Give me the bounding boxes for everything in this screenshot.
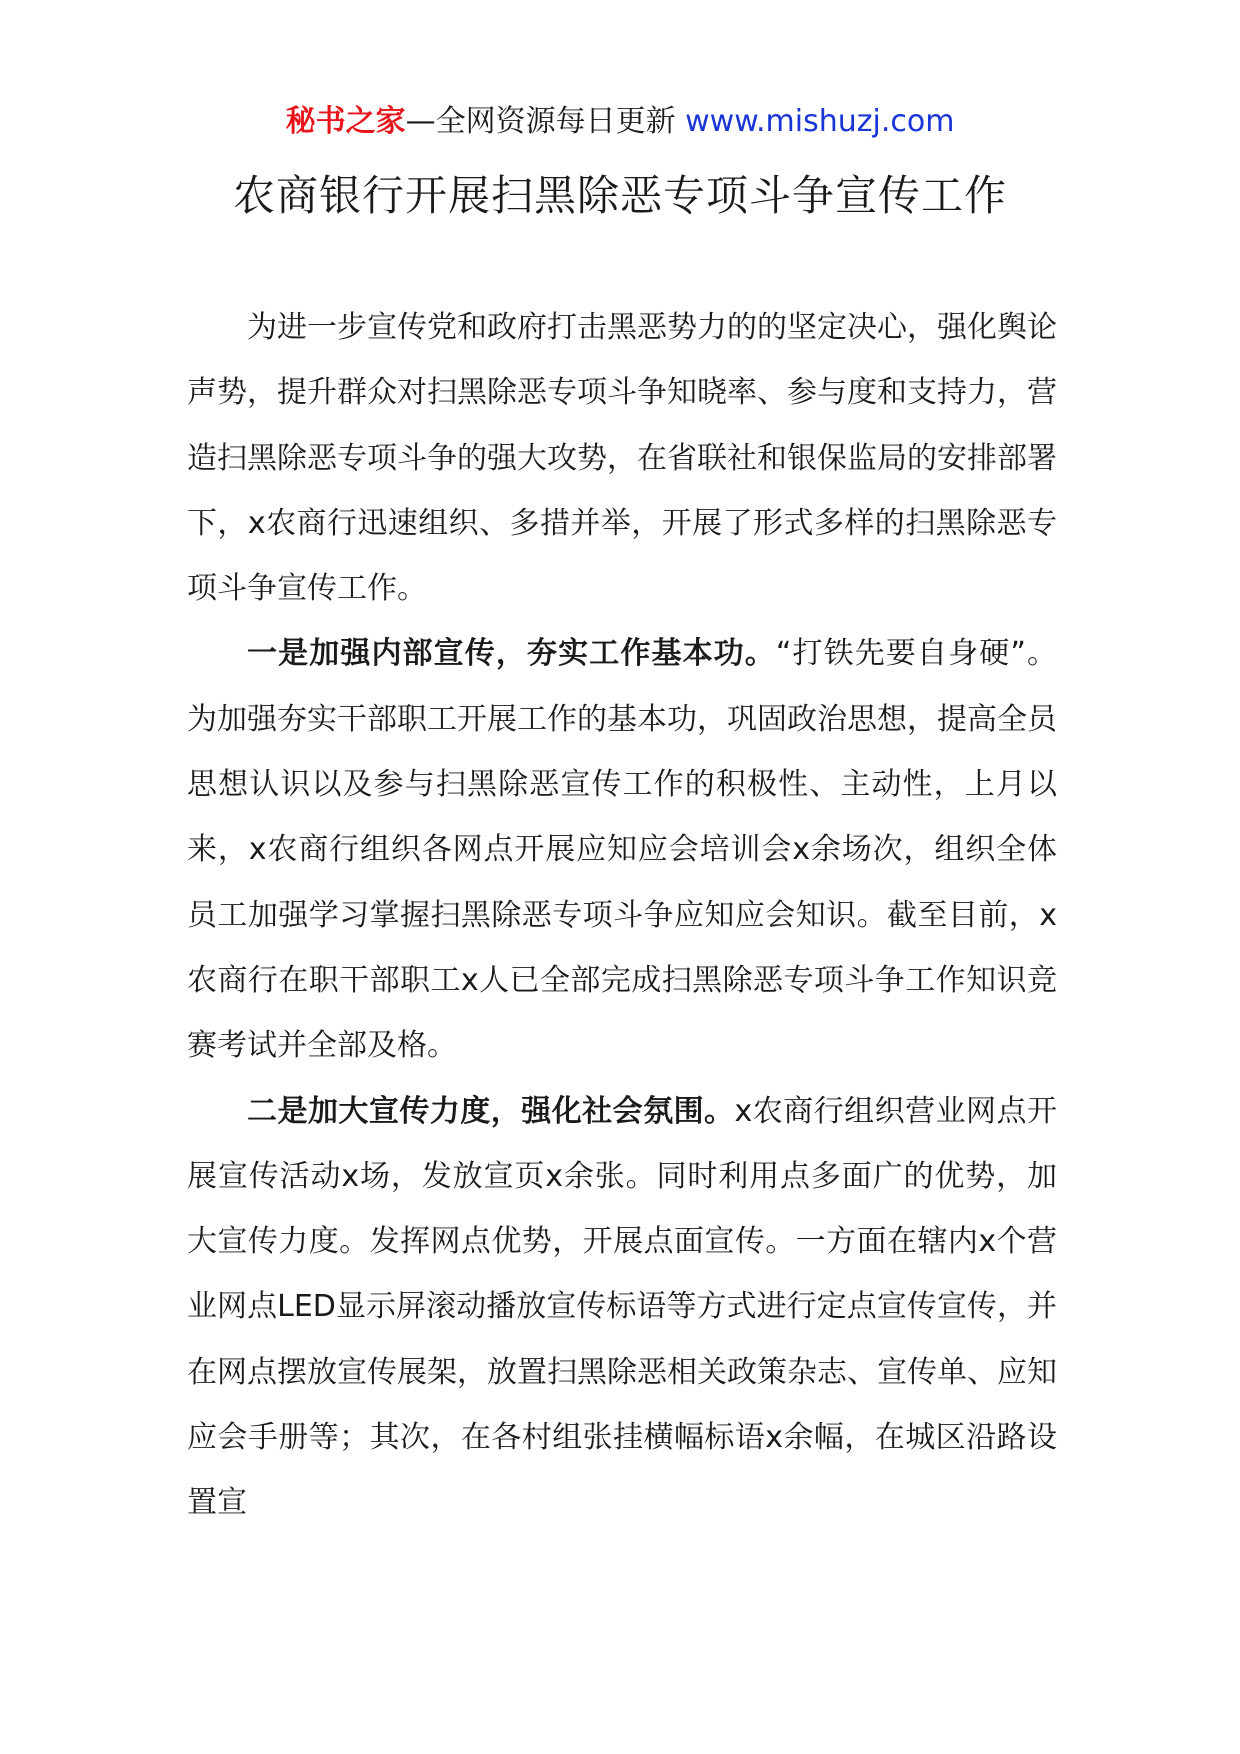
paragraph-text: 为进一步宣传党和政府打击黑恶势力的的坚定决心，强化舆论声势，提升群众对扫黑除恶专项斗争知晓率、参与度和支持力，营造扫黑除恶专项斗争的强大攻势，在省联社和银保监局的安排部署下，x农商行迅速组织、多措并举，开展了形式多样的扫黑除恶专项斗争宣传工作。 xyxy=(187,310,1057,607)
brand-name: 秘书之家 xyxy=(285,104,406,139)
paragraph-lead-heading: 一是加强内部宣传，夯实工作基本功。 xyxy=(247,636,776,672)
site-slogan: —全网资源每日更新 xyxy=(405,104,676,139)
site-url-link[interactable]: www.mishuzj.com xyxy=(685,104,955,139)
paragraph-lead-heading: 二是加大宣传力度，强化社会氛围。 xyxy=(247,1093,735,1129)
document-title: 农商银行开展扫黑除恶专项斗争宣传工作 xyxy=(232,171,1007,220)
paragraph-text: x农商行组织营业网点开展宣传活动x场，发放宣页x余张。同时利用点多面广的优势，加大宣传力度。发挥网点优势，开展点面宣传。一方面在辖内x个营业网点LED显示屏滚动播放宣传标语等方式进行定点宣传宣传，并在网点摆放宣传展架，放置扫黑除恶相关政策杂志、宣传单、应知应会手册等；其次，在各村组张挂横幅标语x余幅，在城区沿路设置宣 xyxy=(187,1093,1057,1521)
site-header-banner xyxy=(0,100,1240,144)
paragraph-intro xyxy=(187,295,1057,621)
paragraph-publicity-effort xyxy=(187,1079,1057,1536)
paragraph-text: “打铁先要自身硬”。为加强夯实干部职工开展工作的基本功，巩固政治思想，提高全员思想认识以及参与扫黑除恶宣传工作的积极性、主动性，上月以来，x农商行组织各网点开展应知应会培训会x余场次，组织全体员工加强学习掌握扫黑除恶专项斗争应知应会知识。截至目前，x农商行在职干部职工x人已全部完成扫黑除恶专项斗争工作知识竞赛考试并全部及格。 xyxy=(187,636,1057,1064)
document-body xyxy=(187,295,1057,1536)
paragraph-internal-publicity xyxy=(187,621,1057,1078)
